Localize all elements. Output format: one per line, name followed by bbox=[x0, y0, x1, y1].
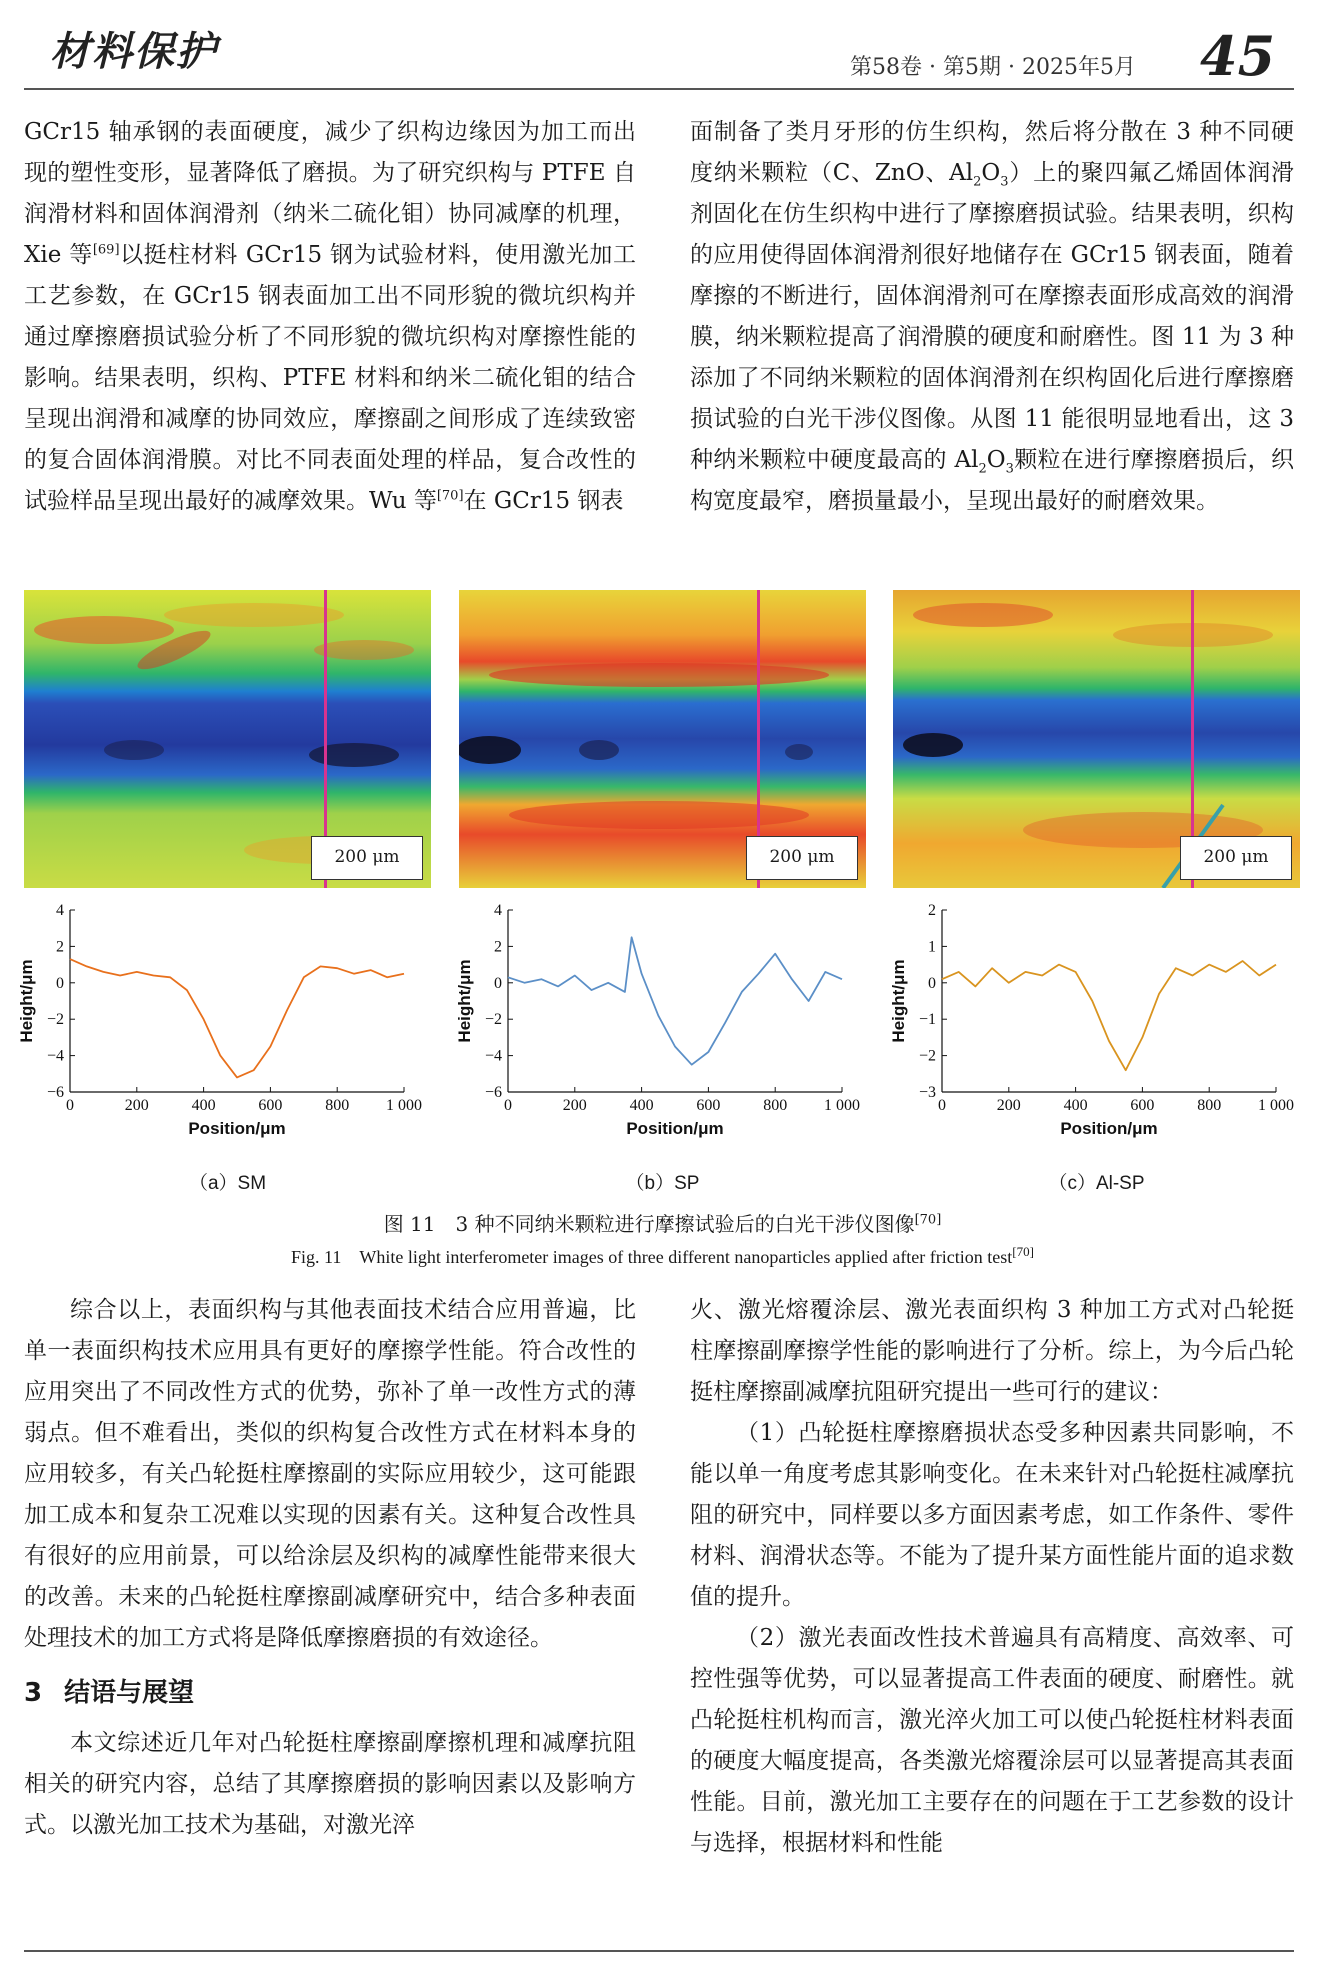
y-tick-label: −4 bbox=[484, 1047, 502, 1065]
scale-bar: 200 μm bbox=[746, 836, 858, 880]
figure-caption-cn: 图 11 3 种不同纳米颗粒进行摩擦试验后的白光干涉仪图像[70] bbox=[383, 1212, 942, 1236]
panel-label-b: （b）SP bbox=[625, 1173, 700, 1194]
y-tick-label: 2 bbox=[56, 938, 64, 956]
top-right-column bbox=[690, 112, 1294, 522]
page-number: 45 bbox=[1200, 24, 1276, 88]
footer-rule bbox=[24, 1950, 1294, 1952]
interferometer-image-sm bbox=[24, 590, 431, 888]
x-tick-label: 600 bbox=[258, 1097, 283, 1114]
y-axis-label: Height/μm bbox=[455, 959, 474, 1043]
y-tick-label: 2 bbox=[494, 938, 502, 956]
x-tick-label: 1 000 bbox=[1258, 1097, 1294, 1114]
x-tick-label: 1 000 bbox=[824, 1097, 860, 1114]
x-axis-label: Position/μm bbox=[1060, 1119, 1158, 1138]
height-profile-line bbox=[70, 959, 404, 1077]
interferometer-image-sp bbox=[459, 590, 866, 888]
height-profile-line bbox=[942, 961, 1276, 1070]
y-tick-label: −4 bbox=[46, 1047, 64, 1065]
citation: [70] bbox=[436, 488, 464, 504]
y-tick-label: 2 bbox=[928, 902, 936, 919]
figure-caption-en: Fig. 11 White light interferometer images of three different nanoparticles applied after friction test[70] bbox=[291, 1244, 1034, 1267]
y-tick-label: 0 bbox=[494, 974, 502, 992]
issue-info: 第58卷 · 第5期 · 2025年5月 bbox=[850, 55, 1136, 80]
x-axis-label: Position/μm bbox=[188, 1119, 286, 1138]
x-tick-label: 800 bbox=[763, 1097, 788, 1114]
y-tick-label: −2 bbox=[46, 1011, 64, 1029]
x-axis-label: Position/μm bbox=[626, 1119, 724, 1138]
paragraph: GCr15 轴承钢的表面硬度，减少了织构边缘因为加工而出现的塑性变形，显著降低了磨损。为了研究织构与 PTFE 自润滑材料和固体润滑剂（纳米二硫化钼）协同减摩的机理，Xie 等[69]以挺柱材料 GCr15 钢为试验材料，使用激光加工工艺参数，在 GCr15 钢表面加工出不同形貌的微坑织构并通过摩擦磨损试验分析了不同形貌的微坑织构对摩擦性能的影响。结果表明，织构、PTFE 材料和纳米二硫化钼的结合呈现出润滑和减摩的协同效应，摩擦副之间形成了连续致密的复合固体润滑膜。对比不同表面处理的样品，复合改性的试验样品呈现出最好的减摩效果。Wu 等[70]在 GCr15 钢表 bbox=[24, 119, 637, 514]
scale-bar: 200 μm bbox=[1180, 836, 1292, 880]
x-tick-label: 1 000 bbox=[386, 1097, 422, 1114]
x-tick-label: 0 bbox=[938, 1097, 946, 1114]
y-axis-label: Height/μm bbox=[17, 959, 36, 1043]
paragraph: 火、激光熔覆涂层、激光表面织构 3 种加工方式对凸轮挺柱摩擦副摩擦学性能的影响进行了分析。综上，为今后凸轮挺柱摩擦副减摩抗阻研究提出一些可行的建议： bbox=[690, 1297, 1294, 1405]
paragraph: 本文综述近几年对凸轮挺柱摩擦副摩擦机理和减摩抗阻相关的研究内容，总结了其摩擦磨损的影响因素以及影响方式。以激光加工技术为基础，对激光淬 bbox=[24, 1730, 636, 1838]
y-tick-label: 0 bbox=[928, 974, 936, 992]
paragraph: 面制备了类月牙形的仿生织构，然后将分散在 3 种不同硬度纳米颗粒（C、ZnO、$Al_2O_3$）上的聚四氟乙烯固体润滑剂固化在仿生织构中进行了摩擦磨损试验。结果表明，织构的应用使得固体润滑剂很好地储存在 GCr15 钢表面，随着摩擦的不断进行，固体润滑剂可在摩擦表面形成高效的润滑膜，纳米颗粒提高了润滑膜的硬度和耐磨性。图 11 为 3 种添加了不同纳米颗粒的固体润滑剂在织构固化后进行摩擦磨损试验的白光干涉仪图像。从图 11 能很明显地看出，这 3 种纳米颗粒中硬度最高的 $Al_2O_3$颗粒在进行摩擦磨损后，织构宽度最窄，磨损量最小，呈现出最好的耐磨效果。 bbox=[690, 119, 1295, 514]
x-tick-label: 0 bbox=[66, 1097, 74, 1114]
y-tick-label: 4 bbox=[494, 902, 502, 919]
height-profile-chart-sm bbox=[14, 900, 434, 1140]
y-tick-label: −3 bbox=[918, 1084, 936, 1101]
x-tick-label: 200 bbox=[124, 1097, 149, 1114]
panel-label-a: （a）SM bbox=[188, 1173, 267, 1194]
y-tick-label: 4 bbox=[56, 902, 64, 919]
x-tick-label: 600 bbox=[1130, 1097, 1155, 1114]
journal-logo: 材料保护 bbox=[50, 28, 218, 75]
bottom-right-column bbox=[690, 1290, 1294, 1864]
y-tick-label: −2 bbox=[484, 1011, 502, 1029]
bottom-left-column bbox=[24, 1290, 636, 1846]
paragraph: 综合以上，表面织构与其他表面技术结合应用普遍，比单一表面织构技术应用具有更好的摩擦学性能。符合改性的应用突出了不同改性方式的优势，弥补了单一改性方式的薄弱点。但不难看出，类似的织构复合改性方式在材料本身的应用较多，有关凸轮挺柱摩擦副的实际应用较少，这可能跟加工成本和复杂工况难以实现的因素有关。这种复合改性具有很好的应用前景，可以给涂层及织构的减摩性能带来很大的改善。未来的凸轮挺柱摩擦副减摩研究中，结合多种表面处理技术的加工方式将是降低摩擦磨损的有效途径。 bbox=[24, 1297, 636, 1651]
height-profile-line bbox=[508, 937, 842, 1064]
height-profile-chart-al-sp bbox=[886, 900, 1306, 1140]
y-tick-label: −6 bbox=[484, 1084, 502, 1101]
x-tick-label: 400 bbox=[629, 1097, 654, 1114]
header-rule bbox=[24, 88, 1294, 90]
paragraph: （1）凸轮挺柱摩擦磨损状态受多种因素共同影响，不能以单一角度考虑其影响变化。在未来针对凸轮挺柱减摩抗阻的研究中，同样要以多方面因素考虑，如工作条件、零件材料、润滑状态等。不能为了提升某方面性能片面的追求数值的提升。 bbox=[690, 1420, 1294, 1610]
y-tick-label: −2 bbox=[918, 1047, 936, 1065]
x-tick-label: 200 bbox=[996, 1097, 1021, 1114]
x-tick-label: 400 bbox=[1063, 1097, 1088, 1114]
interferometer-image-al-sp bbox=[893, 590, 1300, 888]
height-profile-chart-sp bbox=[452, 900, 872, 1140]
x-tick-label: 800 bbox=[1197, 1097, 1222, 1114]
citation: [69] bbox=[92, 242, 120, 258]
x-tick-label: 600 bbox=[696, 1097, 721, 1114]
y-tick-label: −6 bbox=[46, 1084, 64, 1101]
x-tick-label: 800 bbox=[325, 1097, 350, 1114]
section-heading: 3 结语与展望 bbox=[24, 1678, 195, 1708]
y-tick-label: 1 bbox=[928, 938, 936, 956]
top-left-column bbox=[24, 112, 636, 522]
y-tick-label: 0 bbox=[56, 974, 64, 992]
scale-bar: 200 μm bbox=[311, 836, 423, 880]
y-axis-label: Height/μm bbox=[889, 959, 908, 1043]
x-tick-label: 200 bbox=[562, 1097, 587, 1114]
x-tick-label: 0 bbox=[504, 1097, 512, 1114]
x-tick-label: 400 bbox=[191, 1097, 216, 1114]
y-tick-label: −1 bbox=[918, 1011, 936, 1029]
paragraph: （2）激光表面改性技术普遍具有高精度、高效率、可控性强等优势，可以显著提高工件表面的硬度、耐磨性。就凸轮挺柱机构而言，激光淬火加工可以使凸轮挺柱材料表面的硬度大幅度提高，各类激光熔覆涂层可以显著提高其表面性能。目前，激光加工主要存在的问题在于工艺参数的设计与选择，根据材料和性能 bbox=[690, 1625, 1294, 1856]
panel-label-c: （c）Al-SP bbox=[1048, 1173, 1145, 1194]
